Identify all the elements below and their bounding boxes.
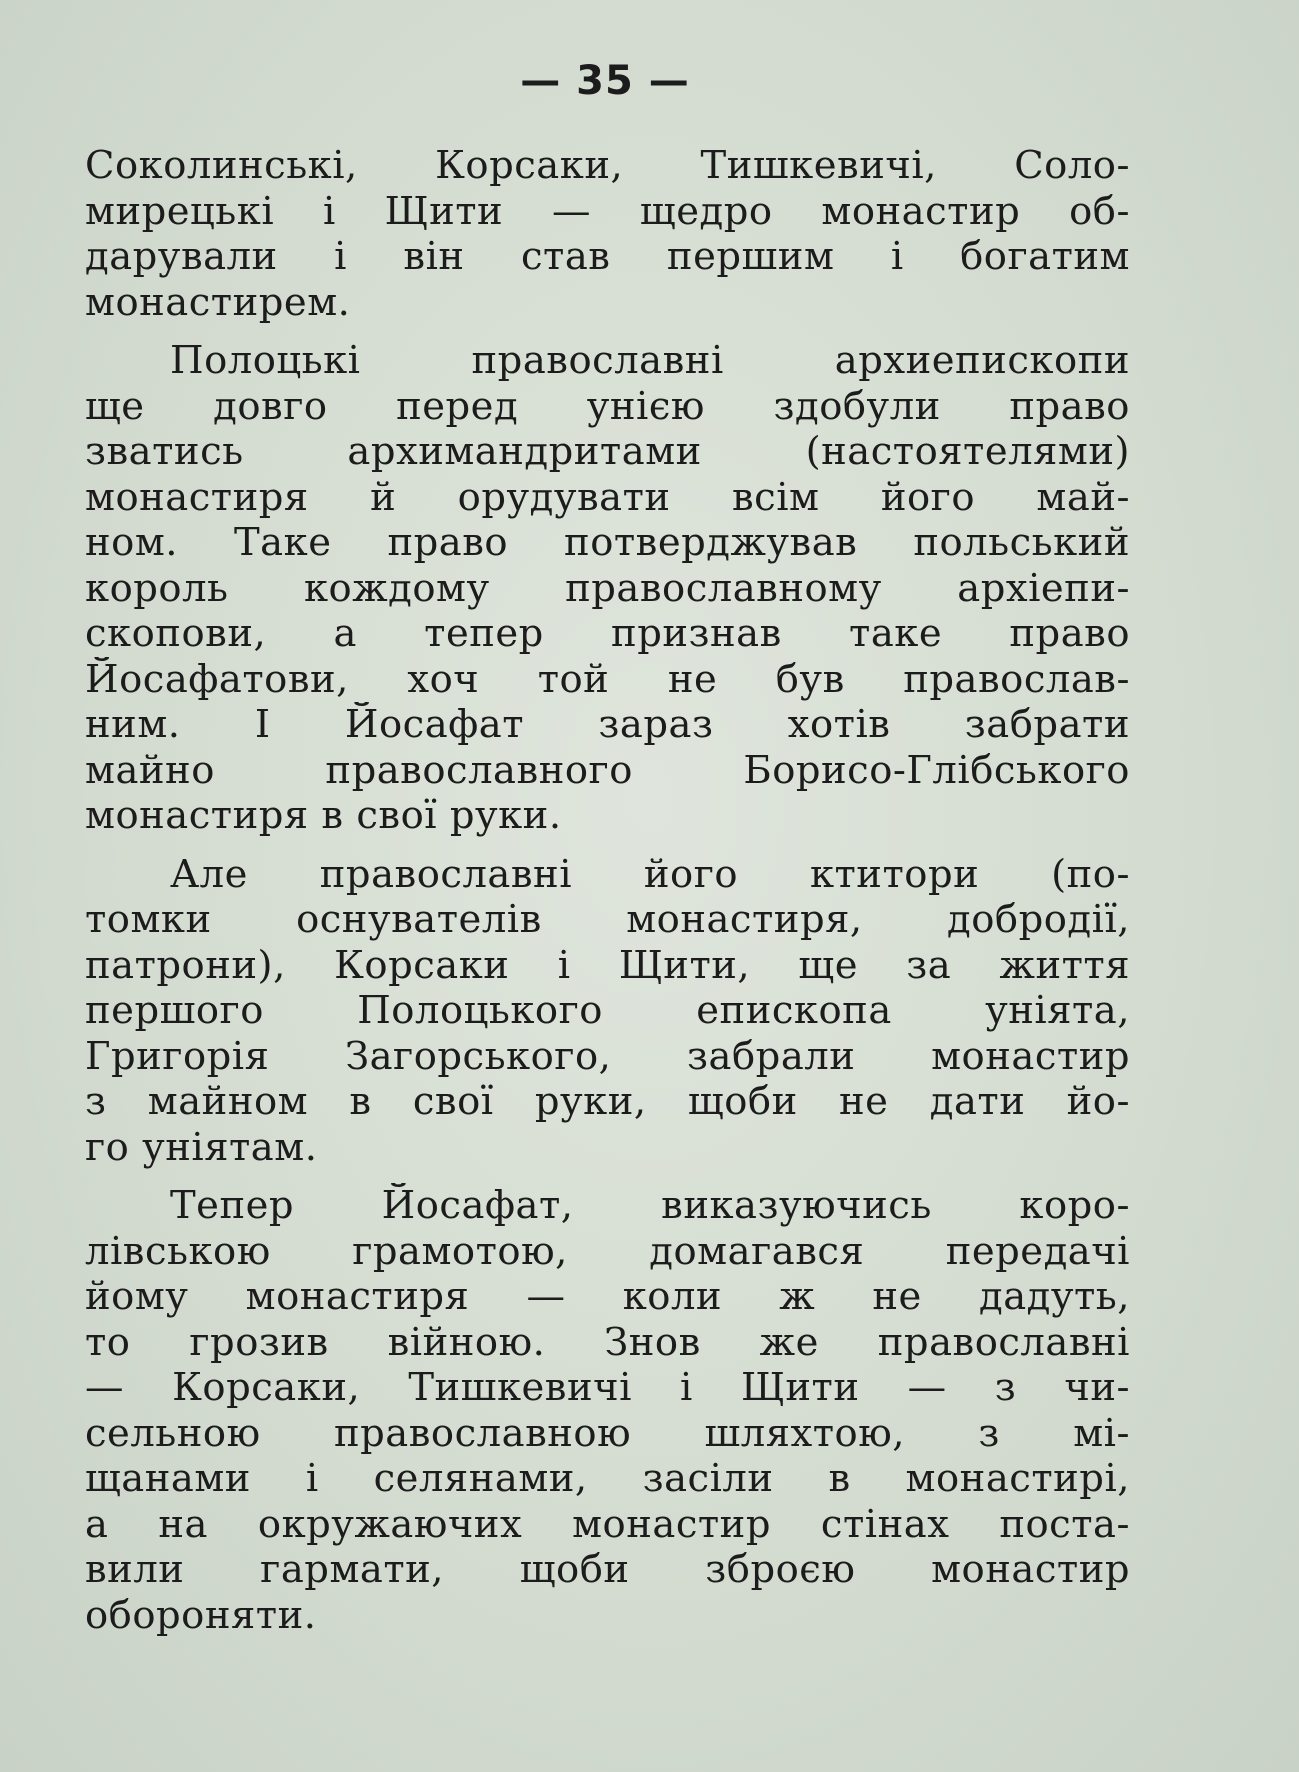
text-line: першого Полоцького епископа унiята, bbox=[85, 988, 1130, 1033]
body-text bbox=[85, 143, 1130, 1651]
text-line: сельною православною шляхтою, з мі- bbox=[85, 1410, 1130, 1456]
text-line: Але православні його ктитори (по- bbox=[170, 851, 1130, 897]
paragraph bbox=[85, 1183, 1130, 1638]
text-line: ном. Таке право потверджував польський bbox=[85, 520, 1130, 565]
text-line: Йосафатови, хоч той не був православ- bbox=[85, 656, 1130, 702]
text-line: щанами і селянами, засіли в монастирі, bbox=[85, 1456, 1130, 1501]
text-line: томки оснувателів монастиря, добродії, bbox=[85, 897, 1130, 942]
text-line: патрони), Корсаки і Щити, ще за життя bbox=[85, 942, 1130, 988]
text-line: ним. І Йосафат зараз хотів забрати bbox=[85, 702, 1130, 747]
text-line: майно православного Борисо-Глібського bbox=[85, 747, 1130, 793]
text-line: ще довго перед унією здобули право bbox=[85, 383, 1130, 429]
text-line: Полоцькі православні архиепископи bbox=[170, 338, 1130, 383]
text-line: король кождому православному архіепи- bbox=[85, 565, 1130, 611]
text-line: то грозив війною. Знов же православні bbox=[85, 1319, 1130, 1365]
text-line: дарували і він став першим і богатим bbox=[85, 234, 1130, 279]
text-line: Тепер Йосафат, виказуючись коро- bbox=[170, 1183, 1130, 1228]
paragraph bbox=[85, 143, 1130, 325]
text-line: монастиря в свої руки. bbox=[85, 793, 562, 838]
text-line: Соколинські, Корсаки, Тишкевичі, Соло- bbox=[85, 143, 1130, 188]
text-line: вили гармати, щоби зброєю монастир bbox=[85, 1547, 1130, 1592]
text-line: го уніятам. bbox=[85, 1124, 318, 1170]
text-line: мирецькі і Щити — щедро монастир об- bbox=[85, 188, 1130, 234]
paragraph bbox=[85, 338, 1130, 839]
text-line: скопови, а тепер признав таке право bbox=[85, 611, 1130, 656]
paragraph bbox=[85, 852, 1130, 1171]
text-line: з майном в свої руки, щоби не дати йо- bbox=[85, 1079, 1130, 1124]
text-line: — Корсаки, Тишкевичі і Щити — з чи- bbox=[85, 1365, 1130, 1410]
text-line: зватись архимандритами (настоятелями) bbox=[85, 429, 1130, 474]
text-line: лівською грамотою, домагався передачі bbox=[85, 1228, 1130, 1274]
text-line: йому монастиря — коли ж не дадуть, bbox=[85, 1274, 1130, 1319]
page-number: — 35 — bbox=[520, 58, 690, 104]
text-line: обороняти. bbox=[85, 1592, 317, 1638]
text-line: а на окружаючих монастир стінах поста- bbox=[85, 1501, 1130, 1547]
text-line: монастиря й орудувати всім його май- bbox=[85, 474, 1130, 520]
text-line: Григорія Загорського, забрали монастир bbox=[85, 1033, 1130, 1079]
text-line: монастирем. bbox=[85, 279, 351, 325]
